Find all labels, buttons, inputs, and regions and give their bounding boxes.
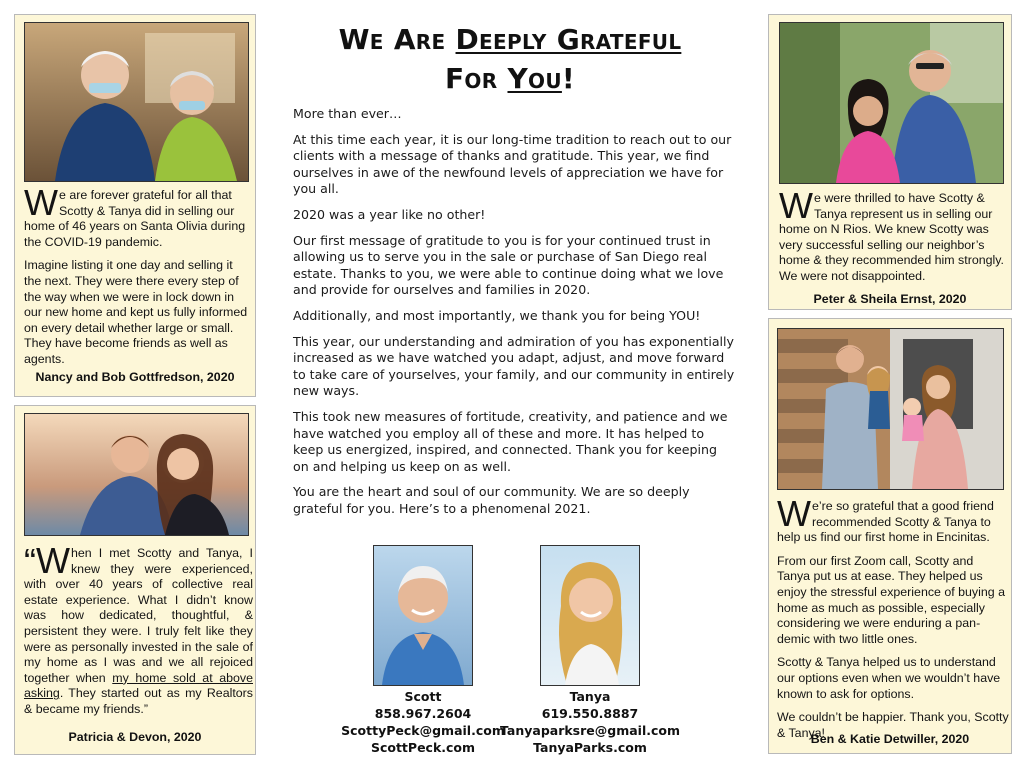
testimonial-card-detwiller <box>768 318 1012 754</box>
photo-mother-son-sunset <box>24 413 249 536</box>
agent-phone[interactable]: 858.967.2604 <box>374 706 472 721</box>
letter-paragraph: This took new measures of fortitude, creativity, and patience and we have watched you employ all of these and more. It has helped to keep us energized, inspired, and connected. Thank you for keeping on and helping us keep on as well. <box>293 408 728 474</box>
letter-paragraph: You are the heart and soul of our community. We are so deeply grateful for you. Here’s to a phenomenal 2021. <box>293 484 690 516</box>
agent-phone[interactable]: 619.550.8887 <box>541 706 639 721</box>
agent-photo-scott <box>373 545 473 686</box>
gratitude-letter <box>293 106 735 526</box>
letter-paragraph: At this time each year, it is our long-time tradition to reach out to our clients with a message of thanks and gratitude. This year, we find ourselves in awe of the newfound levels of appreciation we have for you all. <box>293 131 732 197</box>
signature: Ben & Katie Detwiller, 2020 <box>810 732 970 746</box>
drop-cap: W <box>779 185 813 226</box>
signature: Nancy and Bob Gottfredson, 2020 <box>35 370 235 384</box>
letter-paragraph: 2020 was a year like no other! <box>293 206 486 222</box>
signature: Patricia & Devon, 2020 <box>68 730 202 744</box>
agent-name: Scott <box>404 689 442 704</box>
drop-cap: W <box>36 540 70 581</box>
testimonial-card-gottfredson <box>14 14 256 397</box>
agent-website[interactable]: ScottPeck.com <box>370 740 476 755</box>
testimonial-text-gottfredson: We are forever grateful for all that Scotty & Tanya did in selling our home of 46 years on Santa Olivia during the COVID-19 pandemic. Imagine listing it one day and selling it the next. They were there every step of the way when we were in lock down in our new home and kept us fully informed on every detail whether large or small. They have become friends as well as agents. <box>24 182 248 366</box>
letter-paragraph: More than ever… <box>293 106 402 121</box>
testimonial-card-patricia <box>14 405 256 755</box>
photo-elderly-couple <box>24 22 249 182</box>
drop-cap: W <box>24 182 58 223</box>
agent-website[interactable]: TanyaParks.com <box>533 740 647 755</box>
agent-email[interactable]: ScottyPeck@gmail.com <box>341 723 505 738</box>
testimonial-text-ernst: We were thrilled to have Scotty & Tanya represent us in selling our home on N Rios. We knew Scotty was very successful selling our neighbor’s home & they recommended him strongly. We were not disappointed. <box>779 185 1004 283</box>
agent-name: Tanya <box>569 689 611 704</box>
letter-paragraph: This year, our understanding and admiration of you has exponentially increased as we have watched you adapt, adjust, and move forward to take care of yourselves, your family, and our community in entirely new ways. <box>293 333 735 399</box>
agent-contact-tanya <box>488 688 692 756</box>
photo-family-of-four <box>777 328 1004 490</box>
signature: Peter & Sheila Ernst, 2020 <box>813 292 967 306</box>
sold-above-asking-link[interactable]: my home sold at above asking <box>24 670 253 701</box>
testimonial-text-detwiller: We’re so grateful that a good friend recommended Scotty & Tanya to help us find our first home in Encinitas. From our first Zoom call, Scotty and Tanya put us at ease. They helped us enjoy the stressful experience of buying a home as much as possible, especially considering we were enduring a pan-demic with two little ones. Scotty & Tanya helped us to understand our options even when we wouldn’t have known to ask for options. We couldn’t be happier. Thank you, Scotty & Tanya! <box>777 493 1009 740</box>
testimonial-card-ernst <box>768 14 1012 310</box>
photo-couple-garden <box>779 22 1004 184</box>
page-title: We Are Deeply Grateful For You! <box>338 23 682 95</box>
testimonial-text-patricia: “ W hen I met Scotty and Tanya, I knew they were experienced, with over 40 years of collective real estate experience. What I didn’t know was how dedicated, thoughtful, & persistent they were. I truly felt like they were as personally invested in the sale of my home as I was and we all rejoiced together when my home sold at above asking. They started out as my Realtors & became my friends.” <box>24 540 253 716</box>
agent-photo-tanya <box>540 545 640 686</box>
open-quote: “ <box>24 541 36 582</box>
agent-email[interactable]: Tanyaparksre@gmail.com <box>499 723 681 738</box>
letter-paragraph: Our first message of gratitude to you is for your continued trust in allowing us to serve you in the sale or purchase of San Diego real estate. Thanks to you, we were able to continue doing what we love and provide for ourselves and families in 2020. <box>293 232 724 298</box>
letter-paragraph: Additionally, and most importantly, we thank you for being YOU! <box>293 307 701 323</box>
drop-cap: W <box>777 493 811 534</box>
